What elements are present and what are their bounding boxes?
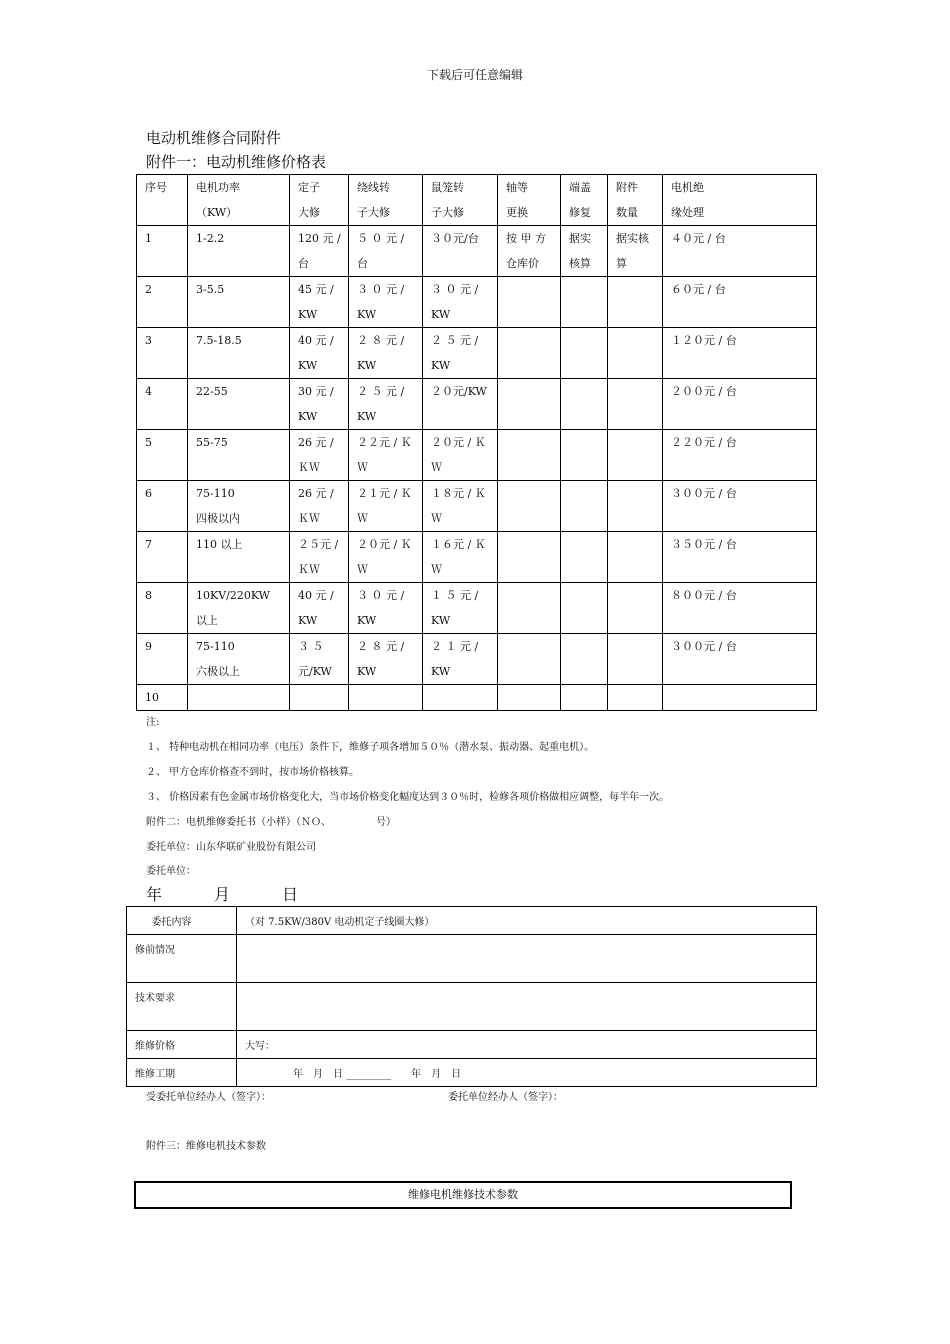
date-line [146,882,298,905]
annex3-box: 维修电机维修技术参数 [134,1181,792,1209]
cell-line: ２１元 / Ｋ [357,487,412,500]
cell-end-cover-repair [561,379,608,430]
cell-line: 子大修 [357,206,390,219]
cell-line: 据实 [569,232,591,245]
cell-line: ３ ０ 元 / [431,283,479,296]
cell-line: 以上 [196,614,218,627]
cell-line: 台 [298,257,309,270]
cell-line: ２ ８ 元 / [357,640,405,653]
cell-stator-overhaul [290,430,349,481]
signature-left: 受委托单位经办人（签字）： [146,1092,271,1103]
cell-end-cover-repair [561,583,608,634]
cell-wound-rotor-overhaul [349,532,423,583]
table-header-row [137,175,817,226]
cell-seq [137,175,188,226]
cell-line: 3 [145,334,152,347]
cell-line: 修复 [569,206,591,219]
date-year: 年 [146,885,163,904]
cell-squirrel-cage-rotor-overhaul [423,634,498,685]
cell-wound-rotor-overhaul [349,226,423,277]
cell-squirrel-cage-rotor-overhaul [423,226,498,277]
repair-period-label: 维修工期 [127,1059,237,1087]
commission-content-label: 委托内容 [127,907,237,935]
cell-line: 75-110 [196,487,235,500]
cell-line: 26 元 / [298,487,334,500]
cell-motor-insulation [663,328,817,379]
cell-motor-insulation [663,175,817,226]
cell-line: 算 [616,257,627,270]
cell-line: 7 [145,538,152,551]
signature-right: 委托单位经办人（签字）： [448,1092,563,1103]
cell-line: （KW） [196,206,238,219]
cell-stator-overhaul [290,481,349,532]
cell-accessory-qty [608,532,663,583]
cell-wound-rotor-overhaul [349,175,423,226]
cell-line: Ｗ [357,563,368,576]
cell-stator-overhaul [290,583,349,634]
pre-repair-label: 修前情况 [127,935,237,983]
cell-line: ３ ５ [298,640,324,653]
cell-accessory-qty [608,328,663,379]
cell-line: ２２元 / Ｋ [357,436,412,449]
cell-line: 26 元 / [298,436,334,449]
cell-line: ３００元 / 台 [671,640,737,653]
cell-seq [137,481,188,532]
cell-line: KW [357,665,377,678]
table-row [137,634,817,685]
cell-squirrel-cage-rotor-overhaul [423,430,498,481]
tech-requirement-label: 技术要求 [127,983,237,1031]
cell-stator-overhaul [290,685,349,711]
cell-line: 45 元 / [298,283,334,296]
cell-line: 120 元 / [298,232,341,245]
cell-stator-overhaul [290,379,349,430]
cell-end-cover-repair [561,532,608,583]
cell-seq [137,685,188,711]
cell-end-cover-repair [561,430,608,481]
cell-motor-insulation [663,481,817,532]
cell-line: 绕线转 [357,181,390,194]
cell-line: 2 [145,283,152,296]
table-row [137,328,817,379]
cell-shaft-replacement [498,685,561,711]
cell-wound-rotor-overhaul [349,430,423,481]
price-table [136,174,817,711]
cell-seq [137,430,188,481]
cell-line: KW [431,359,451,372]
cell-motor-insulation [663,430,817,481]
cell-line: 75-110 [196,640,235,653]
cell-line: ２ １ 元 / [431,640,479,653]
cell-line: 据实核 [616,232,649,245]
cell-line: １６元 / Ｋ [431,538,486,551]
cell-end-cover-repair [561,634,608,685]
cell-line: 1 [145,232,152,245]
cell-accessory-qty [608,634,663,685]
cell-line: Ｗ [357,461,368,474]
cell-motor-power [188,379,290,430]
table-row [137,430,817,481]
cell-line: 10 [145,691,159,704]
cell-line: ３５０元 / 台 [671,538,737,551]
cell-line: 8 [145,589,152,602]
cell-seq [137,328,188,379]
cell-line: 缘处理 [671,206,704,219]
cell-shaft-replacement [498,379,561,430]
cell-motor-insulation [663,532,817,583]
cell-seq [137,583,188,634]
cell-line: 元/KW [298,665,332,678]
cell-line: 7.5-18.5 [196,334,242,347]
cell-stator-overhaul [290,226,349,277]
cell-line: ２ ５ 元 / [431,334,479,347]
cell-squirrel-cage-rotor-overhaul [423,277,498,328]
cell-line: １２０元 / 台 [671,334,737,347]
table-row [137,226,817,277]
cell-seq [137,634,188,685]
cell-seq [137,226,188,277]
cell-line: ２０元 / Ｋ [431,436,486,449]
cell-line: ＫＷ [298,563,320,576]
cell-line: 9 [145,640,152,653]
cell-line: ２００元 / 台 [671,385,737,398]
repair-price-field[interactable]: 大写： [237,1031,817,1059]
cell-motor-insulation [663,583,817,634]
tech-requirement-field[interactable] [237,983,817,1031]
cell-line: Ｗ [431,563,442,576]
cell-accessory-qty [608,430,663,481]
cell-squirrel-cage-rotor-overhaul [423,685,498,711]
cell-line: 六极以上 [196,665,240,678]
cell-squirrel-cage-rotor-overhaul [423,379,498,430]
cell-line: Ｗ [431,461,442,474]
cell-line: ２５元 / [298,538,339,551]
cell-line: 电机绝 [671,181,704,194]
header-note: 下载后可任意编辑 [426,68,523,82]
cell-line: KW [431,665,451,678]
cell-line: ４０元 / 台 [671,232,726,245]
cell-line: 22-55 [196,385,228,398]
commission-content-value: （对 7.5KW/380V 电动机定子线圈大修） [237,907,817,935]
cell-motor-power [188,481,290,532]
cell-motor-power [188,685,290,711]
table-row [137,379,817,430]
cell-end-cover-repair [561,481,608,532]
cell-accessory-qty [608,685,663,711]
table-row [137,277,817,328]
cell-line: 30 元 / [298,385,334,398]
cell-line: KW [298,410,318,423]
cell-line: １８元 / Ｋ [431,487,486,500]
cell-line: Ｗ [431,512,442,525]
client-unit: 委托单位：山东华联矿业股份有限公司 [146,842,316,853]
cell-wound-rotor-overhaul [349,481,423,532]
cell-wound-rotor-overhaul [349,634,423,685]
cell-shaft-replacement [498,430,561,481]
cell-line: ２２０元 / 台 [671,436,737,449]
cell-shaft-replacement [498,583,561,634]
cell-shaft-replacement [498,532,561,583]
cell-stator-overhaul [290,328,349,379]
cell-squirrel-cage-rotor-overhaul [423,328,498,379]
note-item: ２、 甲方仓库价格查不到时，按市场价格核算。 [146,767,360,778]
cell-line: ２ ５ 元 / [357,385,405,398]
cell-line: 电机功率 [196,181,240,194]
cell-line: KW [357,614,377,627]
cell-line: 按 甲 方 [506,232,546,245]
cell-squirrel-cage-rotor-overhaul [423,175,498,226]
cell-line: ２ ８ 元 / [357,334,405,347]
cell-accessory-qty [608,379,663,430]
annex2-title: 附件二：电机维修委托书（小样）（ＮＯ、 号） [146,817,396,828]
cell-accessory-qty [608,226,663,277]
cell-squirrel-cage-rotor-overhaul [423,583,498,634]
cell-line: 110 以上 [196,538,243,551]
cell-line: 序号 [145,181,167,194]
cell-line: 4 [145,385,152,398]
cell-line: KW [298,359,318,372]
cell-seq [137,277,188,328]
cell-motor-power [188,328,290,379]
cell-motor-power [188,532,290,583]
cell-line: 40 元 / [298,589,334,602]
cell-line: ３ ０ 元 / [357,283,405,296]
cell-line: 更换 [506,206,528,219]
cell-motor-power [188,634,290,685]
cell-line: ＫＷ [298,512,320,525]
cell-seq [137,379,188,430]
repair-price-label: 维修价格 [127,1031,237,1059]
cell-motor-insulation [663,379,817,430]
cell-motor-insulation [663,685,817,711]
cell-shaft-replacement [498,634,561,685]
cell-line: 子大修 [431,206,464,219]
notes-label: 注: [146,717,160,728]
cell-line: ５ ０ 元 / [357,232,405,245]
cell-line: ２０元 / Ｋ [357,538,412,551]
cell-line: KW [357,308,377,321]
cell-wound-rotor-overhaul [349,277,423,328]
note-item: ３、 价格因素有色金属市场价格变化大，当市场价格变化幅度达到３０％时，检修各项价格做相应调整，每半年一次。 [146,792,670,803]
cell-squirrel-cage-rotor-overhaul [423,481,498,532]
cell-end-cover-repair [561,175,608,226]
cell-line: KW [357,410,377,423]
cell-end-cover-repair [561,328,608,379]
annex3-title: 附件三：维修电机技术参数 [146,1141,266,1152]
cell-line: KW [298,308,318,321]
note-item: １、 特种电动机在相同功率（电压）条件下，维修子项各增加５０％（潜水泵、振动器、起重电机）。 [146,742,595,753]
cell-line: KW [357,359,377,372]
cell-stator-overhaul [290,634,349,685]
cell-line: 3-5.5 [196,283,225,296]
cell-line: 附件 [616,181,638,194]
contractor-unit: 委托单位： [146,866,196,877]
cell-line: ８００元 / 台 [671,589,737,602]
cell-accessory-qty [608,481,663,532]
cell-motor-power [188,175,290,226]
cell-line: ２０元/KW [431,385,487,398]
annex1-title: 附件一：电动机维修价格表 [146,153,327,171]
cell-line: Ｗ [357,512,368,525]
cell-line: １ ５ 元 / [431,589,479,602]
cell-squirrel-cage-rotor-overhaul [423,532,498,583]
cell-shaft-replacement [498,481,561,532]
cell-line: KW [431,308,451,321]
cell-line: 轴等 [506,181,528,194]
cell-end-cover-repair [561,277,608,328]
cell-line: ３ ０ 元 / [357,589,405,602]
document-title: 电动机维修合同附件 [146,129,282,147]
cell-line: ＫＷ [298,461,320,474]
pre-repair-field[interactable] [237,935,817,983]
table-row [137,481,817,532]
cell-end-cover-repair [561,685,608,711]
cell-stator-overhaul [290,532,349,583]
date-month: 月 [214,885,231,904]
date-day: 日 [282,885,299,904]
cell-wound-rotor-overhaul [349,583,423,634]
cell-line: 仓库价 [506,257,539,270]
commission-table [126,906,817,1087]
cell-motor-insulation [663,277,817,328]
cell-line: 1-2.2 [196,232,225,245]
cell-motor-insulation [663,226,817,277]
cell-motor-power [188,583,290,634]
table-row [137,685,817,711]
cell-stator-overhaul [290,175,349,226]
cell-line: 鼠笼转 [431,181,464,194]
cell-line: KW [298,614,318,627]
cell-end-cover-repair [561,226,608,277]
cell-line: 台 [357,257,368,270]
cell-line: 6 [145,487,152,500]
cell-line: ３０元/台 [431,232,479,245]
cell-line: 端盖 [569,181,591,194]
cell-motor-insulation [663,634,817,685]
cell-wound-rotor-overhaul [349,685,423,711]
cell-accessory-qty [608,175,663,226]
cell-shaft-replacement [498,277,561,328]
cell-seq [137,532,188,583]
cell-motor-power [188,226,290,277]
cell-line: 40 元 / [298,334,334,347]
cell-line: 核算 [569,257,591,270]
cell-line: 数量 [616,206,638,219]
cell-line: 大修 [298,206,320,219]
cell-line: 5 [145,436,152,449]
cell-line: ３００元 / 台 [671,487,737,500]
cell-shaft-replacement [498,175,561,226]
cell-line: ６０元 / 台 [671,283,726,296]
table-row [137,532,817,583]
cell-motor-power [188,430,290,481]
cell-wound-rotor-overhaul [349,379,423,430]
cell-line: 四极以内 [196,512,240,525]
cell-accessory-qty [608,277,663,328]
table-row [137,583,817,634]
repair-period-field[interactable]: 年 月 日 _________ 年 月 日 [237,1059,817,1087]
cell-motor-power [188,277,290,328]
cell-wound-rotor-overhaul [349,328,423,379]
cell-line: 10KV/220KW [196,589,270,602]
cell-stator-overhaul [290,277,349,328]
cell-shaft-replacement [498,226,561,277]
cell-line: KW [431,614,451,627]
cell-line: 定子 [298,181,320,194]
cell-shaft-replacement [498,328,561,379]
cell-accessory-qty [608,583,663,634]
cell-line: 55-75 [196,436,228,449]
